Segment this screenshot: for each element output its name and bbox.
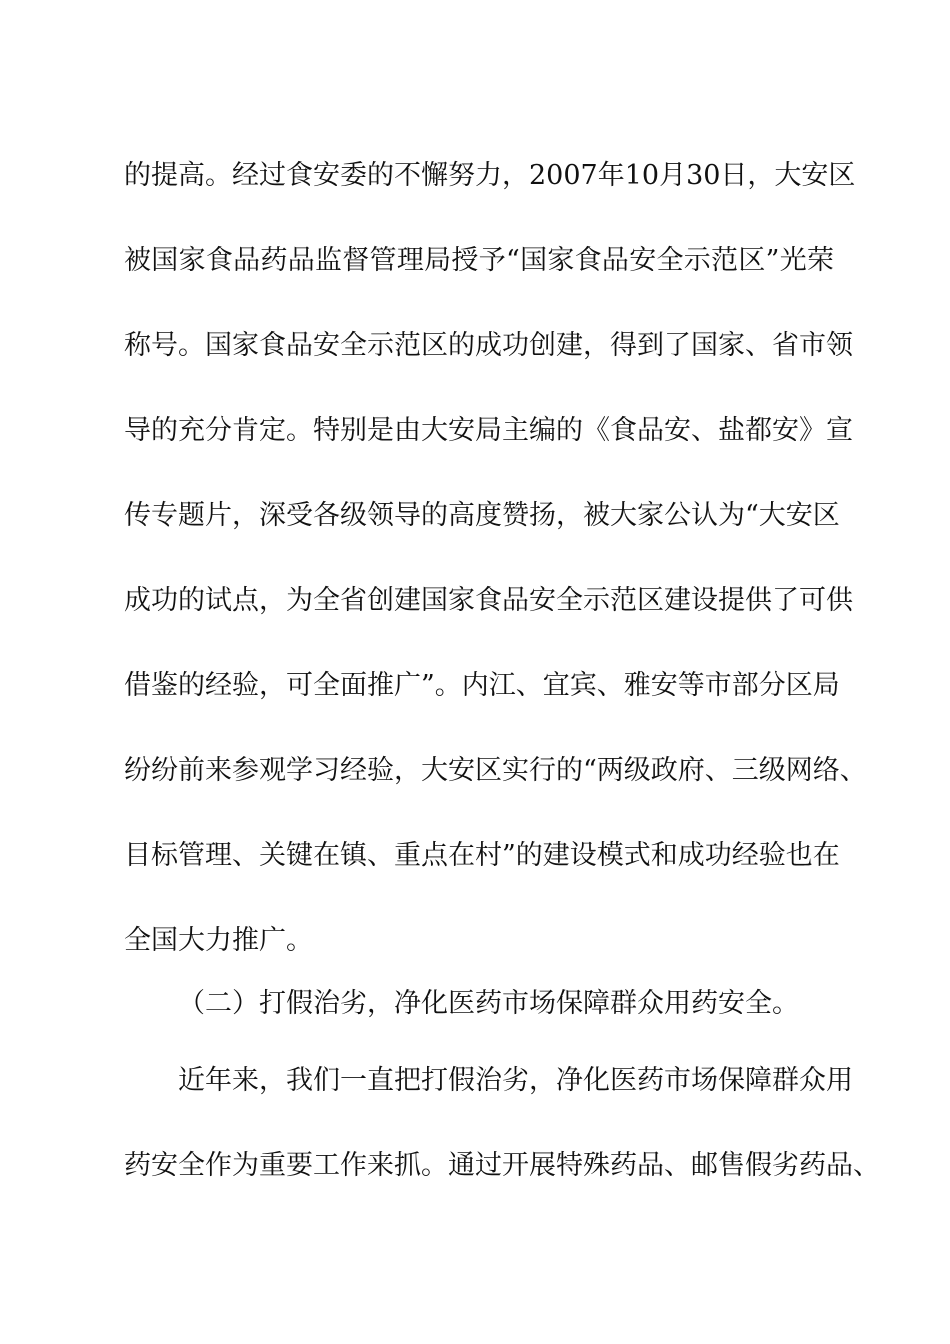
text-line-10: 全国大力推广。 [124, 925, 313, 956]
text-line-4: 导的充分肯定。特别是由大安局主编的《食品安、盐都安》宣 [124, 415, 853, 446]
text-line-2: 被国家食品药品监督管理局授予“国家食品安全示范区”光荣 [124, 245, 834, 276]
text-line-3: 称号。国家食品安全示范区的成功创建，得到了国家、省市领 [124, 330, 853, 361]
text-line-6: 成功的试点，为全省创建国家食品安全示范区建设提供了可供 [124, 585, 853, 616]
section-heading: （二）打假治劣，净化医药市场保障群众用药安全。 [178, 988, 799, 1019]
paragraph2-line-2: 药安全作为重要工作来抓。通过开展特殊药品、邮售假劣药品、 [124, 1150, 880, 1181]
text-line-1: 的提高。经过食安委的不懈努力，2007年10月30日，大安区 [124, 160, 856, 191]
text-line-9: 目标管理、关键在镇、重点在村”的建设模式和成功经验也在 [124, 840, 840, 871]
text-line-8: 纷纷前来参观学习经验，大安区实行的“两级政府、三级网络、 [124, 755, 867, 786]
text-line-5: 传专题片，深受各级领导的高度赞扬，被大家公认为“大安区 [124, 500, 840, 531]
text-line-7: 借鉴的经验，可全面推广”。内江、宜宾、雅安等市部分区局 [124, 670, 840, 701]
paragraph2-line-1: 近年来，我们一直把打假治劣，净化医药市场保障群众用 [178, 1065, 853, 1096]
